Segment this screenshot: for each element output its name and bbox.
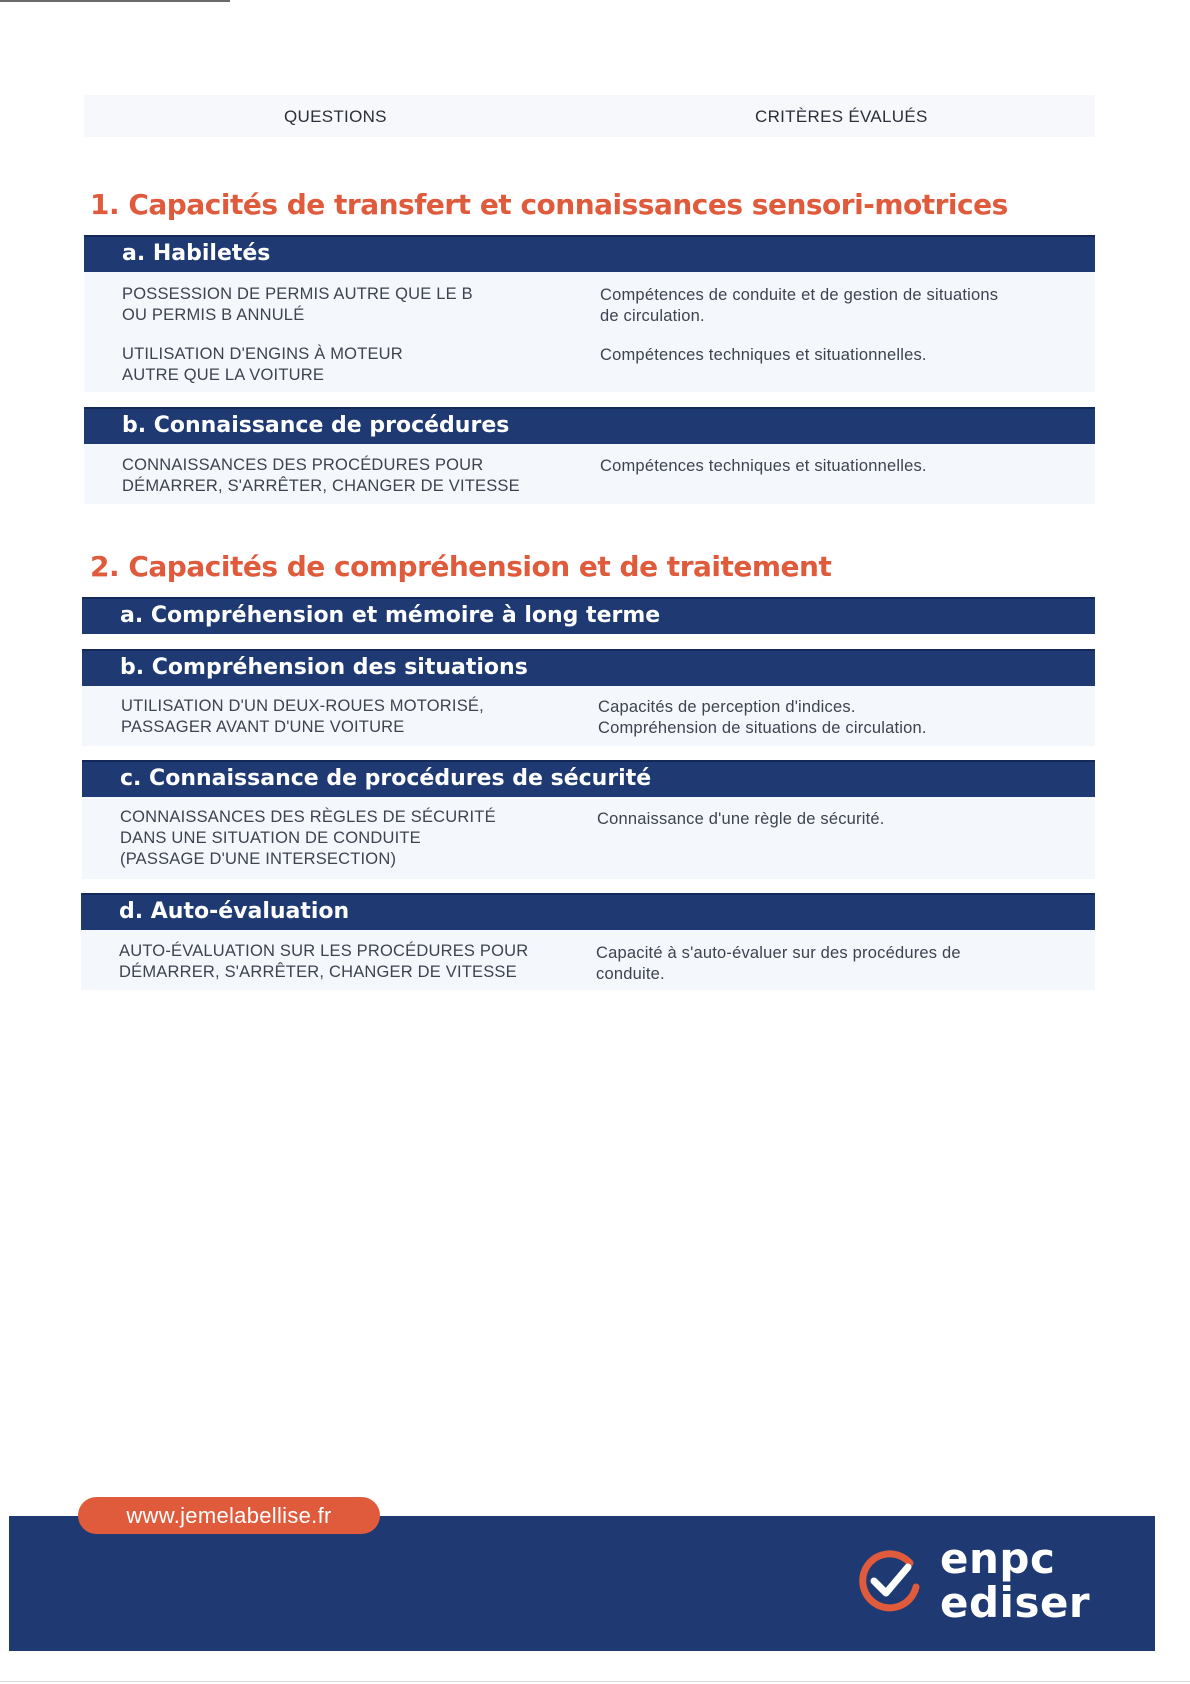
column-header (84, 95, 1095, 137)
subsection-bar: b. Connaissance de procédures (84, 407, 1095, 444)
website-link[interactable]: www.jemelabellise.fr (78, 1497, 380, 1534)
subsection-bar: d. Auto-évaluation (81, 893, 1095, 930)
question-text: CONNAISSANCES DES PROCÉDURES POUR DÉMARRER, S'ARRÊTER, CHANGER DE VITESSE (122, 456, 520, 495)
subsection-bar: c. Connaissance de procédures de sécurité (82, 760, 1095, 797)
criteria-text: Compétences techniques et situationnelles. (600, 457, 927, 475)
criteria-column-label: CRITÈRES ÉVALUÉS (755, 107, 928, 126)
criteria-text: Capacités de perception d'indices. Compréhension de situations de circulation. (598, 698, 927, 737)
question-text: UTILISATION D'ENGINS À MOTEUR AUTRE QUE LA VOITURE (122, 345, 403, 384)
scan-artifact (0, 1681, 1190, 1682)
check-circle-icon (856, 1547, 924, 1615)
section-title: 2. Capacités de compréhension et de traitement (90, 550, 832, 583)
section-title: 1. Capacités de transfert et connaissances sensori-motrices (90, 188, 1008, 221)
criteria-text: Connaissance d'une règle de sécurité. (597, 810, 885, 828)
subsection-bar: b. Compréhension des situations (82, 649, 1095, 686)
logo-line-enpc: enpc (940, 1534, 1056, 1583)
questions-column-label: QUESTIONS (284, 107, 387, 126)
question-text: AUTO-ÉVALUATION SUR LES PROCÉDURES POUR DÉMARRER, S'ARRÊTER, CHANGER DE VITESSE (119, 942, 529, 981)
scan-artifact (0, 0, 230, 2)
logo-line-ediser: ediser (940, 1578, 1091, 1627)
question-text: POSSESSION DE PERMIS AUTRE QUE LE B OU PERMIS B ANNULÉ (122, 285, 473, 324)
criteria-text: Compétences techniques et situationnelles. (600, 346, 927, 364)
enpc-ediser-logo (940, 1534, 1091, 1627)
subsection-bar: a. Habiletés (84, 235, 1095, 272)
subsection-bar: a. Compréhension et mémoire à long terme (82, 597, 1095, 634)
question-text: CONNAISSANCES DES RÈGLES DE SÉCURITÉ DANS UNE SITUATION DE CONDUITE (PASSAGE D'UNE INTERSECTION) (120, 808, 496, 868)
criteria-text: Capacité à s'auto-évaluer sur des procédures de conduite. (596, 944, 961, 983)
question-text: UTILISATION D'UN DEUX-ROUES MOTORISÉ, PASSAGER AVANT D'UNE VOITURE (121, 697, 484, 736)
criteria-text: Compétences de conduite et de gestion de situations de circulation. (600, 286, 999, 325)
